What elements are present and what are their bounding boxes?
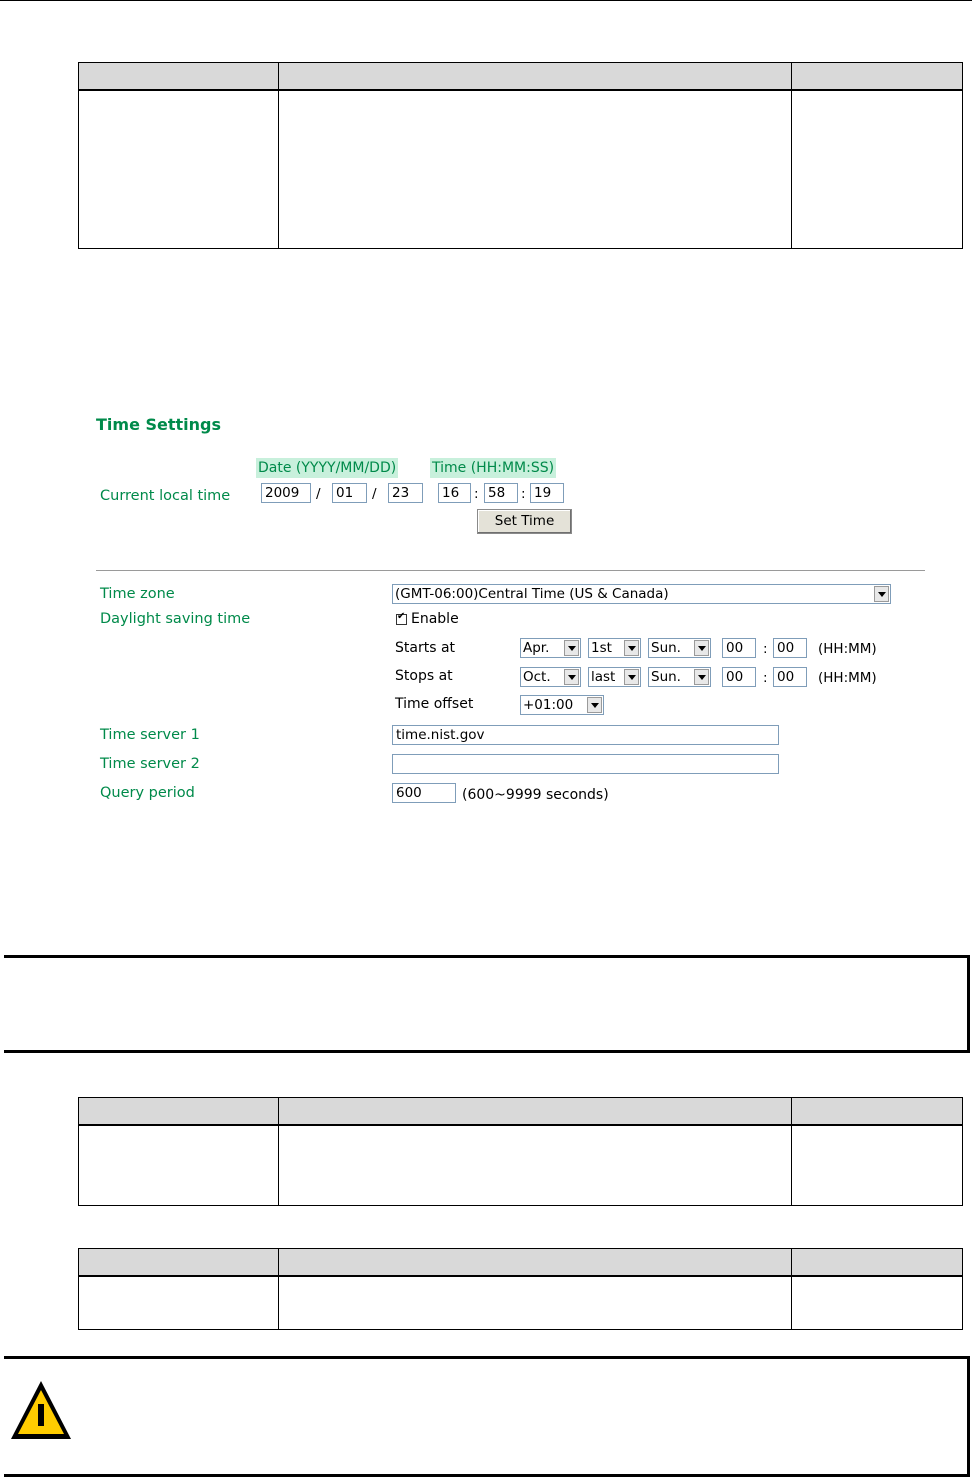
dst-label: Daylight saving time	[100, 611, 251, 627]
starts-month-value: Apr.	[523, 640, 550, 656]
doc-table-col-divider	[278, 63, 279, 248]
query-period-label: Query period	[100, 785, 195, 801]
time-separator: :	[763, 641, 768, 657]
time-separator: :	[763, 670, 768, 686]
query-period-input[interactable]: 600	[392, 783, 456, 803]
time-server-2-label: Time server 2	[100, 756, 200, 772]
starts-minute-input[interactable]: 00	[773, 638, 807, 658]
time-server-2-input[interactable]	[392, 754, 779, 774]
chevron-down-icon[interactable]	[624, 640, 639, 656]
time-server-1-label: Time server 1	[100, 727, 200, 743]
year-input[interactable]: 2009	[261, 483, 311, 503]
stops-hour-input[interactable]: 00	[722, 667, 756, 687]
panel-title: Time Settings	[96, 415, 222, 434]
starts-hour-input[interactable]: 00	[722, 638, 756, 658]
doc-table-top	[78, 62, 963, 249]
chevron-down-icon[interactable]	[624, 669, 639, 685]
starts-week-value: 1st	[591, 640, 612, 656]
starts-day-value: Sun.	[651, 640, 681, 656]
doc-table-col-divider	[278, 1098, 279, 1205]
chevron-down-icon[interactable]	[564, 640, 579, 656]
day-input[interactable]: 23	[388, 483, 423, 503]
time-zone-label: Time zone	[100, 586, 175, 602]
minute-input[interactable]: 58	[484, 483, 518, 503]
doc-table-col-divider	[791, 63, 792, 248]
starts-day-select[interactable]	[648, 638, 711, 658]
time-separator: :	[474, 486, 479, 502]
date-separator: /	[316, 486, 321, 502]
doc-table-header	[79, 1098, 962, 1126]
chevron-down-icon[interactable]	[587, 697, 602, 713]
chevron-down-icon[interactable]	[694, 669, 709, 685]
stops-minute-input[interactable]: 00	[773, 667, 807, 687]
set-time-button[interactable]: Set Time	[477, 509, 572, 534]
doc-table-middle	[78, 1097, 963, 1206]
starts-month-select[interactable]	[520, 638, 581, 658]
time-server-1-input[interactable]: time.nist.gov	[392, 725, 779, 745]
time-offset-label: Time offset	[395, 696, 474, 712]
date-format-header: Date (YYYY/MM/DD)	[258, 460, 397, 476]
doc-table-bottom	[78, 1248, 963, 1330]
starts-at-label: Starts at	[395, 640, 456, 656]
stops-week-select[interactable]	[588, 667, 641, 687]
date-separator: /	[372, 486, 377, 502]
starts-week-select[interactable]	[588, 638, 641, 658]
stops-month-value: Oct.	[523, 669, 551, 685]
doc-table-header	[79, 1249, 962, 1277]
month-input[interactable]: 01	[332, 483, 367, 503]
current-local-time-label: Current local time	[100, 488, 231, 504]
time-offset-value: +01:00	[523, 697, 574, 713]
note-box	[4, 955, 970, 1053]
dst-enable-label: Enable	[411, 611, 459, 627]
stops-week-value: last	[591, 669, 616, 685]
second-input[interactable]: 19	[530, 483, 564, 503]
starts-hhmm-hint: (HH:MM)	[818, 641, 877, 657]
stops-at-label: Stops at	[395, 668, 453, 684]
time-zone-value: (GMT-06:00)Central Time (US & Canada)	[395, 586, 669, 602]
time-offset-select[interactable]	[520, 695, 604, 715]
dst-enable-checkbox[interactable]	[396, 614, 407, 625]
stops-month-select[interactable]	[520, 667, 581, 687]
time-zone-select[interactable]	[392, 584, 891, 604]
stops-day-select[interactable]	[648, 667, 711, 687]
warning-triangle-icon	[8, 1378, 74, 1442]
stops-hhmm-hint: (HH:MM)	[818, 670, 877, 686]
doc-table-col-divider	[278, 1249, 279, 1329]
stops-day-value: Sun.	[651, 669, 681, 685]
chevron-down-icon[interactable]	[874, 586, 889, 602]
doc-table-col-divider	[791, 1249, 792, 1329]
doc-table-col-divider	[791, 1098, 792, 1205]
page-top-rule	[0, 0, 972, 1]
time-separator: :	[521, 486, 526, 502]
time-format-header: Time (HH:MM:SS)	[432, 460, 555, 476]
doc-table-header	[79, 63, 962, 91]
query-period-hint: (600~9999 seconds)	[462, 787, 609, 803]
hour-input[interactable]: 16	[438, 483, 471, 503]
warning-box	[4, 1356, 970, 1477]
section-divider	[96, 570, 925, 571]
chevron-down-icon[interactable]	[564, 669, 579, 685]
chevron-down-icon[interactable]	[694, 640, 709, 656]
